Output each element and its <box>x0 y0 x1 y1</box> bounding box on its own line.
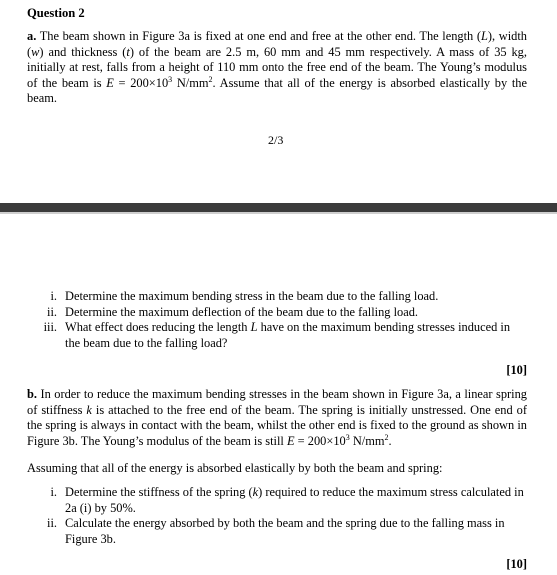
list-item <box>27 485 527 516</box>
part-a-marks: [10] <box>506 363 527 377</box>
item-text <box>65 485 527 516</box>
item-text: Determine the maximum deflection of the beam due to the falling load. <box>65 304 419 319</box>
part-b-label: b. <box>27 387 37 401</box>
youngs-modulus-unit: N/mm <box>172 75 209 90</box>
list-item <box>27 289 527 305</box>
youngs-modulus-exponent: 3 <box>168 74 173 84</box>
item-text: Calculate the energy absorbed by both the beam and the spring due to the falling mass in Figure 3b. <box>65 516 505 546</box>
symbol-w: w <box>31 44 40 59</box>
symbol-E: E <box>106 75 114 90</box>
part-b-marks: [10] <box>506 557 527 571</box>
page-divider-shadow <box>0 212 557 214</box>
page-top-section <box>0 0 557 203</box>
part-b-paragraph <box>27 387 527 449</box>
part-a-text-3: ) and thickness ( <box>39 44 127 59</box>
item-text-pre: Determine the stiffness of the spring ( <box>65 485 253 499</box>
item-number: iii. <box>43 320 57 335</box>
youngs-modulus-value: = 200×10 <box>294 433 346 448</box>
youngs-modulus-unit: N/mm <box>349 433 385 448</box>
item-number: ii. <box>47 516 57 531</box>
item-number: i. <box>50 289 57 303</box>
part-a-label: a. <box>27 29 37 43</box>
item-text-post: have on the maximum bending stresses induced in the beam due to the falling load? <box>65 320 511 350</box>
part-b-text-1: In order to reduce the maximum bending stresses in the beam shown in Figure 3a, a linear spring of stiffness <box>27 387 527 417</box>
part-a-paragraph <box>27 29 527 107</box>
item-text <box>65 320 527 351</box>
part-a-text-4: ) of the beam are 2.5 m, 60 mm and 45 mm respectively. A mass of 35 kg, initially at rest, falls from a height of 110 mm onto the free end of the beam. The Young’s modulus of the beam is <box>27 44 527 90</box>
part-a-question-list <box>27 289 527 351</box>
item-text: Determine the maximum bending stress in the beam due to the falling load. <box>65 289 439 303</box>
item-text-post: ) required to reduce the maximum stress calculated in 2a (i) by 50%. <box>65 485 524 515</box>
part-b-text-2: is attached to the free end of the beam. The spring is initially unstressed. One end of the spring is always in contact with the beam, whilst the other end is fixed to the ground as shown in Figure 3b. The Young’s modulus of the beam is still <box>27 402 528 448</box>
list-item <box>27 516 527 547</box>
item-number: ii. <box>47 304 57 319</box>
part-a-text-5: . Assume that all of the energy is absorbed elastically by the beam. <box>27 75 528 106</box>
item-number: i. <box>50 485 57 499</box>
part-a-text-1: The beam shown in Figure 3a is fixed at one end and free at the other end. The length ( <box>36 29 482 43</box>
youngs-modulus-value: = 200×10 <box>113 75 169 90</box>
list-item <box>27 305 527 321</box>
symbol-k: k <box>86 402 92 417</box>
list-item <box>27 320 527 351</box>
part-b-question-list <box>27 485 527 547</box>
part-a-text-2: ), width ( <box>27 29 527 59</box>
page-divider <box>0 203 557 212</box>
page-number: 2/3 <box>268 133 284 147</box>
youngs-modulus-unit-exponent: 2 <box>384 432 389 442</box>
part-b-text-3: . <box>388 433 392 448</box>
symbol-L: L <box>250 320 258 335</box>
symbol-k: k <box>252 485 259 499</box>
youngs-modulus-unit-exponent: 2 <box>208 74 213 84</box>
symbol-L: L <box>481 29 488 43</box>
question-title: Question 2 <box>27 6 85 20</box>
symbol-t: t <box>126 44 130 59</box>
youngs-modulus-exponent: 3 <box>345 432 350 442</box>
item-text-pre: What effect does reducing the length <box>65 320 251 335</box>
assumption-text: Assuming that all of the energy is absorbed elastically by both the beam and spring: <box>27 461 443 475</box>
symbol-E: E <box>286 433 295 448</box>
